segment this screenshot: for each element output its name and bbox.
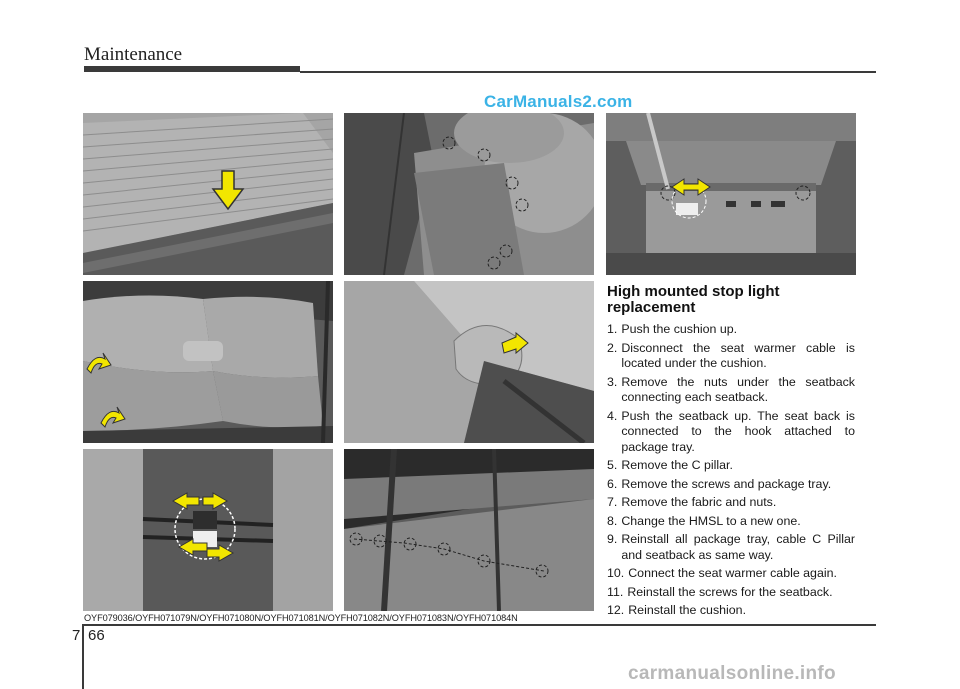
step-number: 4. xyxy=(607,408,618,423)
header-rule xyxy=(300,71,876,73)
step-item xyxy=(607,322,855,338)
step-item xyxy=(607,375,855,406)
rear-seat-bolts-photo xyxy=(344,113,594,275)
step-item xyxy=(607,585,855,601)
rear-window-glass-photo xyxy=(83,113,333,275)
step-number: 5. xyxy=(607,458,618,472)
page-header-title: Maintenance xyxy=(84,44,183,65)
step-number: 2. xyxy=(607,340,618,355)
step-number: 3. xyxy=(607,374,618,389)
step-text: Change the HMSL to a new one. xyxy=(621,513,801,528)
step-number: 6. xyxy=(607,476,618,491)
step-text: Reinstall all package tray, cable C Pillar and seatback as same way. xyxy=(621,532,855,562)
step-item xyxy=(607,532,855,563)
procedure-steps xyxy=(607,322,855,619)
seat-warmer-connector-photo xyxy=(83,449,333,611)
step-number: 10. xyxy=(607,566,625,580)
rear-seat-cushion-photo xyxy=(83,281,333,443)
step-item xyxy=(607,495,855,511)
step-number: 7. xyxy=(607,495,618,509)
step-number: 9. xyxy=(607,532,618,546)
procedure-section xyxy=(607,284,855,622)
section-number: 7 xyxy=(72,627,81,644)
step-text: Reinstall the cushion. xyxy=(628,603,747,617)
step-text: Push the cushion up. xyxy=(621,322,738,336)
watermark-bottom: carmanualsonline.info xyxy=(628,663,836,684)
step-text: Remove the nuts under the seatback connecting each seatback. xyxy=(621,374,855,404)
step-item xyxy=(607,566,855,582)
package-tray-photo xyxy=(344,449,594,611)
step-item xyxy=(607,514,855,530)
footer-divider xyxy=(82,624,84,689)
step-text: Reinstall the screws for the seatback. xyxy=(627,584,833,599)
step-number: 11. xyxy=(607,584,624,599)
step-text: Disconnect the seat warmer cable is located under the cushion. xyxy=(621,340,855,370)
watermark-top: CarManuals2.com xyxy=(484,92,633,111)
figure-codes-caption: OYF079036/OYFH071079N/OYFH071080N/OYFH071081N/OYFH071082N/OYFH071083N/OYFH071084N xyxy=(84,613,518,623)
step-number: 1. xyxy=(607,322,618,336)
step-text: Push the seatback up. The seat back is connected to the hook attached to package tray. xyxy=(621,408,855,454)
header-bar xyxy=(84,66,300,72)
step-text: Remove the fabric and nuts. xyxy=(621,495,777,509)
c-pillar-trim-photo xyxy=(344,281,594,443)
step-number: 8. xyxy=(607,513,618,528)
step-item xyxy=(607,603,855,619)
footer-rule xyxy=(84,624,876,626)
step-text: Remove the screws and package tray. xyxy=(621,476,832,491)
procedure-title: High mounted stop light replacement xyxy=(607,283,780,316)
step-text: Connect the seat warmer cable again. xyxy=(628,566,837,580)
stop-light-unit-photo xyxy=(606,113,856,275)
step-number: 12. xyxy=(607,603,625,617)
step-item xyxy=(607,341,855,372)
page-number: 66 xyxy=(88,627,105,644)
step-text: Remove the C pillar. xyxy=(621,458,733,472)
step-item xyxy=(607,477,855,493)
step-item xyxy=(607,409,855,456)
step-item xyxy=(607,458,855,474)
